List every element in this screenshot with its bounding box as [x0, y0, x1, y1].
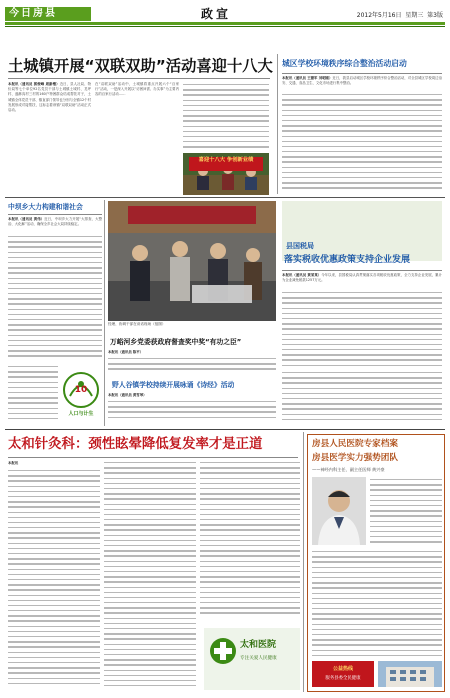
center-rule	[282, 270, 442, 271]
masthead-rule-dark	[5, 26, 445, 27]
mid-item-1-byline: 本报讯（通讯员 陈平）	[108, 350, 144, 354]
top-story-para2: 在“双联双助”活动中，土城镇将重点开展六个“百家行”活动，一是深入开展以“访困问需、办实事”为主要内容的百家行活动……	[95, 82, 179, 97]
mid-item-2-headline: 野人谷镇学校持续开展咏诵《诗经》活动	[112, 381, 235, 389]
bottom-left-lead	[8, 461, 100, 469]
top-story-photo	[183, 153, 269, 195]
population-badge	[60, 370, 102, 420]
bottom-column-divider	[303, 432, 304, 692]
top-story-col1	[8, 82, 91, 194]
top-story-rule	[8, 78, 270, 79]
top-story-photo-caption: 喜迎十八大 争创新业绩	[198, 157, 254, 163]
mid-item-2-text	[108, 401, 276, 423]
doctor-portrait-image	[312, 477, 366, 545]
left-column-byline: 本报讯（通讯员 黄伟）	[8, 217, 45, 221]
center-photo-caption: 经理、协调干部在谈话现场（组图）	[108, 322, 166, 326]
top-story-col3-text	[183, 84, 269, 152]
hospital-logo-block	[204, 628, 300, 690]
doctor-portrait	[312, 477, 366, 545]
bottom-left-rule	[8, 457, 298, 458]
hospital-profile-text-right	[370, 479, 442, 547]
center-banner-headline: 县国税局	[286, 242, 314, 250]
hospital-building-photo	[378, 661, 442, 687]
masthead	[5, 5, 445, 23]
masthead-weekday: 星期三	[405, 12, 424, 19]
hospital-hotline-line2: 服务县委全民健康	[325, 676, 361, 681]
mid-item-2-lead	[108, 393, 276, 401]
hospital-profile-text	[312, 551, 442, 659]
left-column-text	[8, 236, 102, 364]
hospital-profile-subtitle: ——神经内科主任、副主任医师 黄兴豪	[312, 467, 385, 472]
mid-item-1-text	[108, 358, 276, 376]
right-mid-text	[282, 372, 442, 424]
top-right-text	[282, 94, 442, 194]
left-column-divider	[104, 200, 105, 426]
left-column-lead	[8, 217, 102, 233]
top-story-headline: 土城镇开展“双联双助”活动喜迎十八大	[8, 57, 273, 75]
hospital-hotline-box	[312, 661, 374, 687]
center-byline: 本报讯（通讯员 黄某某）	[282, 273, 322, 277]
bottom-left-headline: 太和针灸科：颈性眩晕降低复发率才是正道	[8, 437, 263, 452]
top-story-byline: 本报讯（通讯员 郭俊峰 周新楷）	[8, 82, 60, 86]
hospital-logo-icon	[208, 636, 238, 666]
hospital-logo-text: 太和医院	[240, 640, 277, 650]
hospital-profile	[307, 434, 445, 692]
top-right-lead	[282, 76, 442, 92]
masthead-rule-green	[5, 22, 445, 25]
left-column-text-lower	[8, 366, 58, 426]
center-lead	[282, 273, 442, 289]
center-text	[282, 292, 442, 368]
mid-item-1-lead	[108, 350, 276, 358]
bottom-left-byline: 本报讯	[8, 461, 19, 465]
center-headline: 落实税收优惠政策支持企业发展	[284, 255, 411, 265]
center-para1: 今年以来，县国税局认真贯彻落实各项税收优惠政策，全力支持企业发展，累计为企业减免税款1257万元。	[282, 273, 442, 283]
masthead-logo-text: 今日房县	[9, 8, 57, 19]
top-right-headline: 城区学校环境秩序综合整治活动启动	[282, 59, 407, 68]
bottom-left-col1	[8, 470, 100, 692]
hospital-profile-headline-2: 房县医学实力强势团队	[312, 453, 398, 463]
population-badge-label: 人口与计生	[68, 411, 94, 417]
hospital-profile-headline-1: 房县人民医院专家档案	[312, 439, 398, 449]
top-story-para1: 近日，县人社局、物价局等七个单位92名党员干部与土城镇土城村、龙坪村、盛淋沟村三村的160户特困群众结成帮扶对子，土城镇全体党员干部、镇直部门领导也分别与全镇12个村发展形成对接帮扶，这标志着该镇“双联双助”活动正式启动。	[8, 82, 91, 113]
mid-item-1-headline: 万峪河乡党委获政府督查奖中奖“有功之臣”	[110, 338, 242, 346]
top-column-divider	[277, 54, 278, 194]
top-story-col2	[95, 82, 179, 194]
bottom-section-divider	[5, 429, 445, 430]
top-right-byline: 本报讯（通讯员 王德军 刘明刚）	[282, 76, 333, 80]
mid-item-2-byline: 本报讯（通讯员 黄雪琴）	[108, 393, 147, 397]
left-column-headline: 中坝乡大力构建和谐社会	[8, 203, 83, 211]
hospital-hotline-line1: 公益热线	[332, 666, 353, 672]
center-photo	[108, 201, 276, 321]
masthead-date: 2012年5月16日	[356, 12, 402, 19]
hospital-logo-subtitle: 专注关爱人民健康	[240, 656, 277, 661]
bottom-left-col2	[104, 462, 196, 692]
top-section-divider	[5, 197, 445, 198]
bottom-left-col3	[200, 462, 300, 622]
hospital-building-image	[378, 661, 442, 687]
masthead-dateline	[287, 11, 443, 21]
left-column-rule	[8, 214, 102, 215]
top-right-para1: 近日，我县启动城区学校环境秩序综合整治活动，对全县城区学校周边治安、交通、食品卫生、文化市场进行集中整治。	[282, 76, 442, 86]
population-badge-number: 10	[74, 385, 88, 395]
center-photo-image	[108, 201, 276, 321]
masthead-page-number: 第3版	[427, 12, 443, 19]
top-right-rule	[282, 73, 442, 74]
left-column-para1: 近日，中坝乡大力开展“大排查、大整治、大化解”活动，确保全乡社会大局持续稳定。	[8, 217, 102, 227]
masthead-section: 政宣	[201, 7, 232, 21]
